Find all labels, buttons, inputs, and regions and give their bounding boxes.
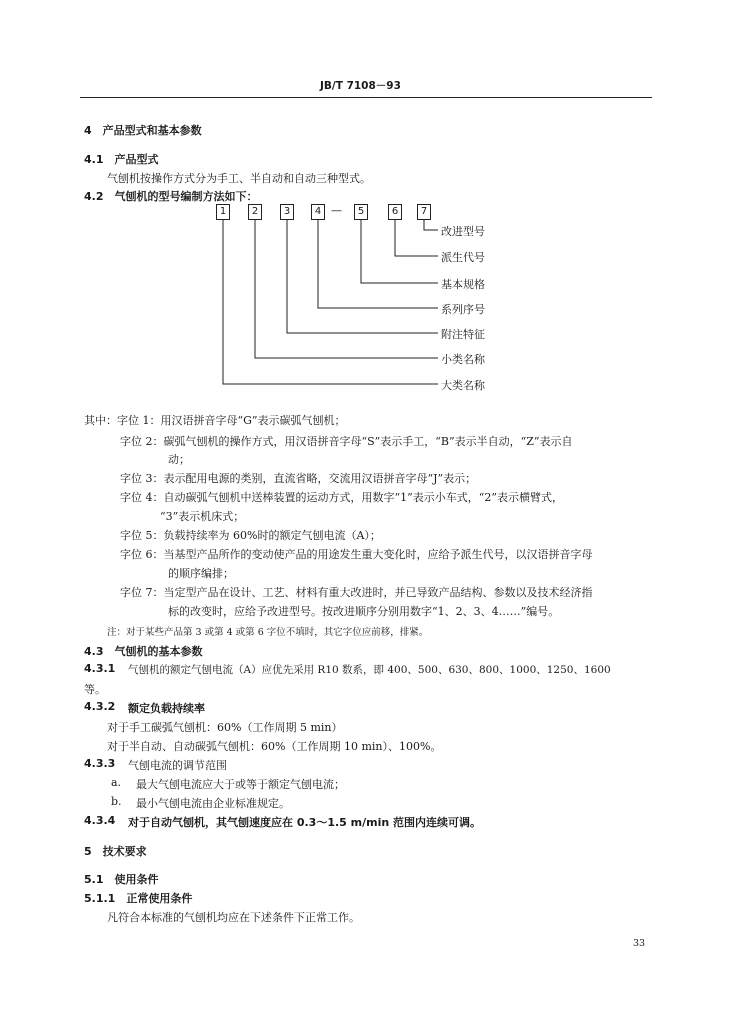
position-4: 字位 4：自动碳弧气刨机中送棒装置的运动方式，用数字“1”表示小车式，“2”表示横臂式， [120, 491, 563, 504]
page-number: 33 [633, 938, 646, 949]
section-5-1-1-title: 5.1.1 正常使用条件 [84, 892, 193, 905]
section-4-3-3-title: 气刨电流的调节范围 [128, 759, 227, 772]
position-5: 字位 5：负载持续率为 60%时的额定气刨电流（A）； [120, 529, 381, 542]
code-label-derived-code: 派生代号 [441, 251, 485, 264]
section-4-3-1-text: 气刨机的额定气刨电流（A）应优先采用 R10 数系，即 400、500、630、800、1000、1250、1600 [128, 664, 611, 676]
code-digit-5: 5 [354, 204, 368, 220]
section-5-title: 5 技术要求 [84, 845, 147, 858]
code-digit-2: 2 [248, 204, 262, 220]
section-4-3-3-a-text: 最大气刨电流应大于或等于额定气刨电流； [136, 778, 345, 791]
code-digit-7: 7 [417, 204, 431, 220]
section-4-3-3-b-text: 最小气刨电流由企业标准规定。 [136, 797, 290, 810]
code-label-class: 大类名称 [441, 379, 485, 392]
section-4-3-4-number: 4.3.4 [84, 814, 116, 827]
section-4-3-3-a-mark: a. [111, 776, 122, 789]
section-4-3-3-b-mark: b. [111, 795, 122, 808]
position-6-cont: 的顺序编排； [168, 567, 234, 580]
standard-number: JB/T 7108－93 [320, 80, 401, 92]
position-3: 字位 3：表示配用电源的类别，直流省略，交流用汉语拼音字母“J”表示； [120, 472, 477, 485]
section-4-1-title: 4.1 产品型式 [84, 153, 159, 166]
position-2: 字位 2：碳弧气刨机的操作方式，用汉语拼音字母“S”表示手工，“B”表示半自动，“Z”表示自 [120, 435, 573, 448]
section-4-1-text: 气刨机按操作方式分为手工、半自动和自动三种型式。 [107, 172, 371, 185]
code-digit-1: 1 [216, 204, 230, 220]
section-4-3-2-title: 额定负载持续率 [128, 702, 205, 715]
section-4-3-2-number: 4.3.2 [84, 700, 116, 713]
position-6: 字位 6：当基型产品所作的变动使产品的用途发生重大变化时，应给予派生代号，以汉语拼音字母 [120, 548, 593, 561]
section-4-3-2-item-b: 对于半自动、自动碳弧气刨机：60%（工作周期 10 min）、100%。 [107, 740, 442, 753]
section-4-3-1-text-cont: 等。 [84, 683, 106, 696]
section-4-2-title: 4.2 气刨机的型号编制方法如下： [84, 190, 258, 203]
code-digit-4: 4 [311, 204, 325, 220]
section-4-3-title: 4.3 气刨机的基本参数 [84, 645, 203, 658]
code-label-improved-model: 改进型号 [441, 225, 485, 238]
code-label-series-no: 系列序号 [441, 303, 485, 316]
code-digit-6: 6 [388, 204, 402, 220]
note: 注：对于某些产品第 3 或第 4 或第 6 字位不填时，其它字位应前移，排紧。 [107, 627, 429, 638]
position-7: 字位 7：当定型产品在设计、工艺、材料有重大改进时，并已导致产品结构、参数以及技术经济指 [120, 586, 593, 599]
section-4-3-3-number: 4.3.3 [84, 757, 116, 770]
section-5-1-title: 5.1 使用条件 [84, 873, 159, 886]
position-2-cont: 动； [168, 453, 190, 466]
code-digit-3: 3 [280, 204, 294, 220]
position-4-cont: “3”表示机床式； [160, 510, 245, 523]
code-label-note-feature: 附注特征 [441, 328, 485, 341]
code-label-basic-spec: 基本规格 [441, 278, 485, 291]
section-4-3-1-number: 4.3.1 [84, 662, 116, 675]
position-1: 其中：字位 1：用汉语拼音字母“G”表示碳弧气刨机； [84, 414, 346, 427]
section-4-title: 4 产品型式和基本参数 [84, 124, 202, 137]
code-dash: — [331, 204, 342, 217]
position-7-cont: 标的改变时，应给予改进型号。按改进顺序分别用数字“1、2、3、4……”编号。 [168, 605, 560, 618]
section-5-1-1-text: 凡符合本标准的气刨机均应在下述条件下正常工作。 [107, 911, 360, 924]
code-label-subclass: 小类名称 [441, 353, 485, 366]
section-4-3-2-item-a: 对于手工碳弧气刨机：60%（工作周期 5 min） [107, 721, 343, 734]
section-4-3-4-text: 对于自动气刨机，其气刨速度应在 0.3～1.5 m/min 范围内连续可调。 [128, 816, 482, 829]
